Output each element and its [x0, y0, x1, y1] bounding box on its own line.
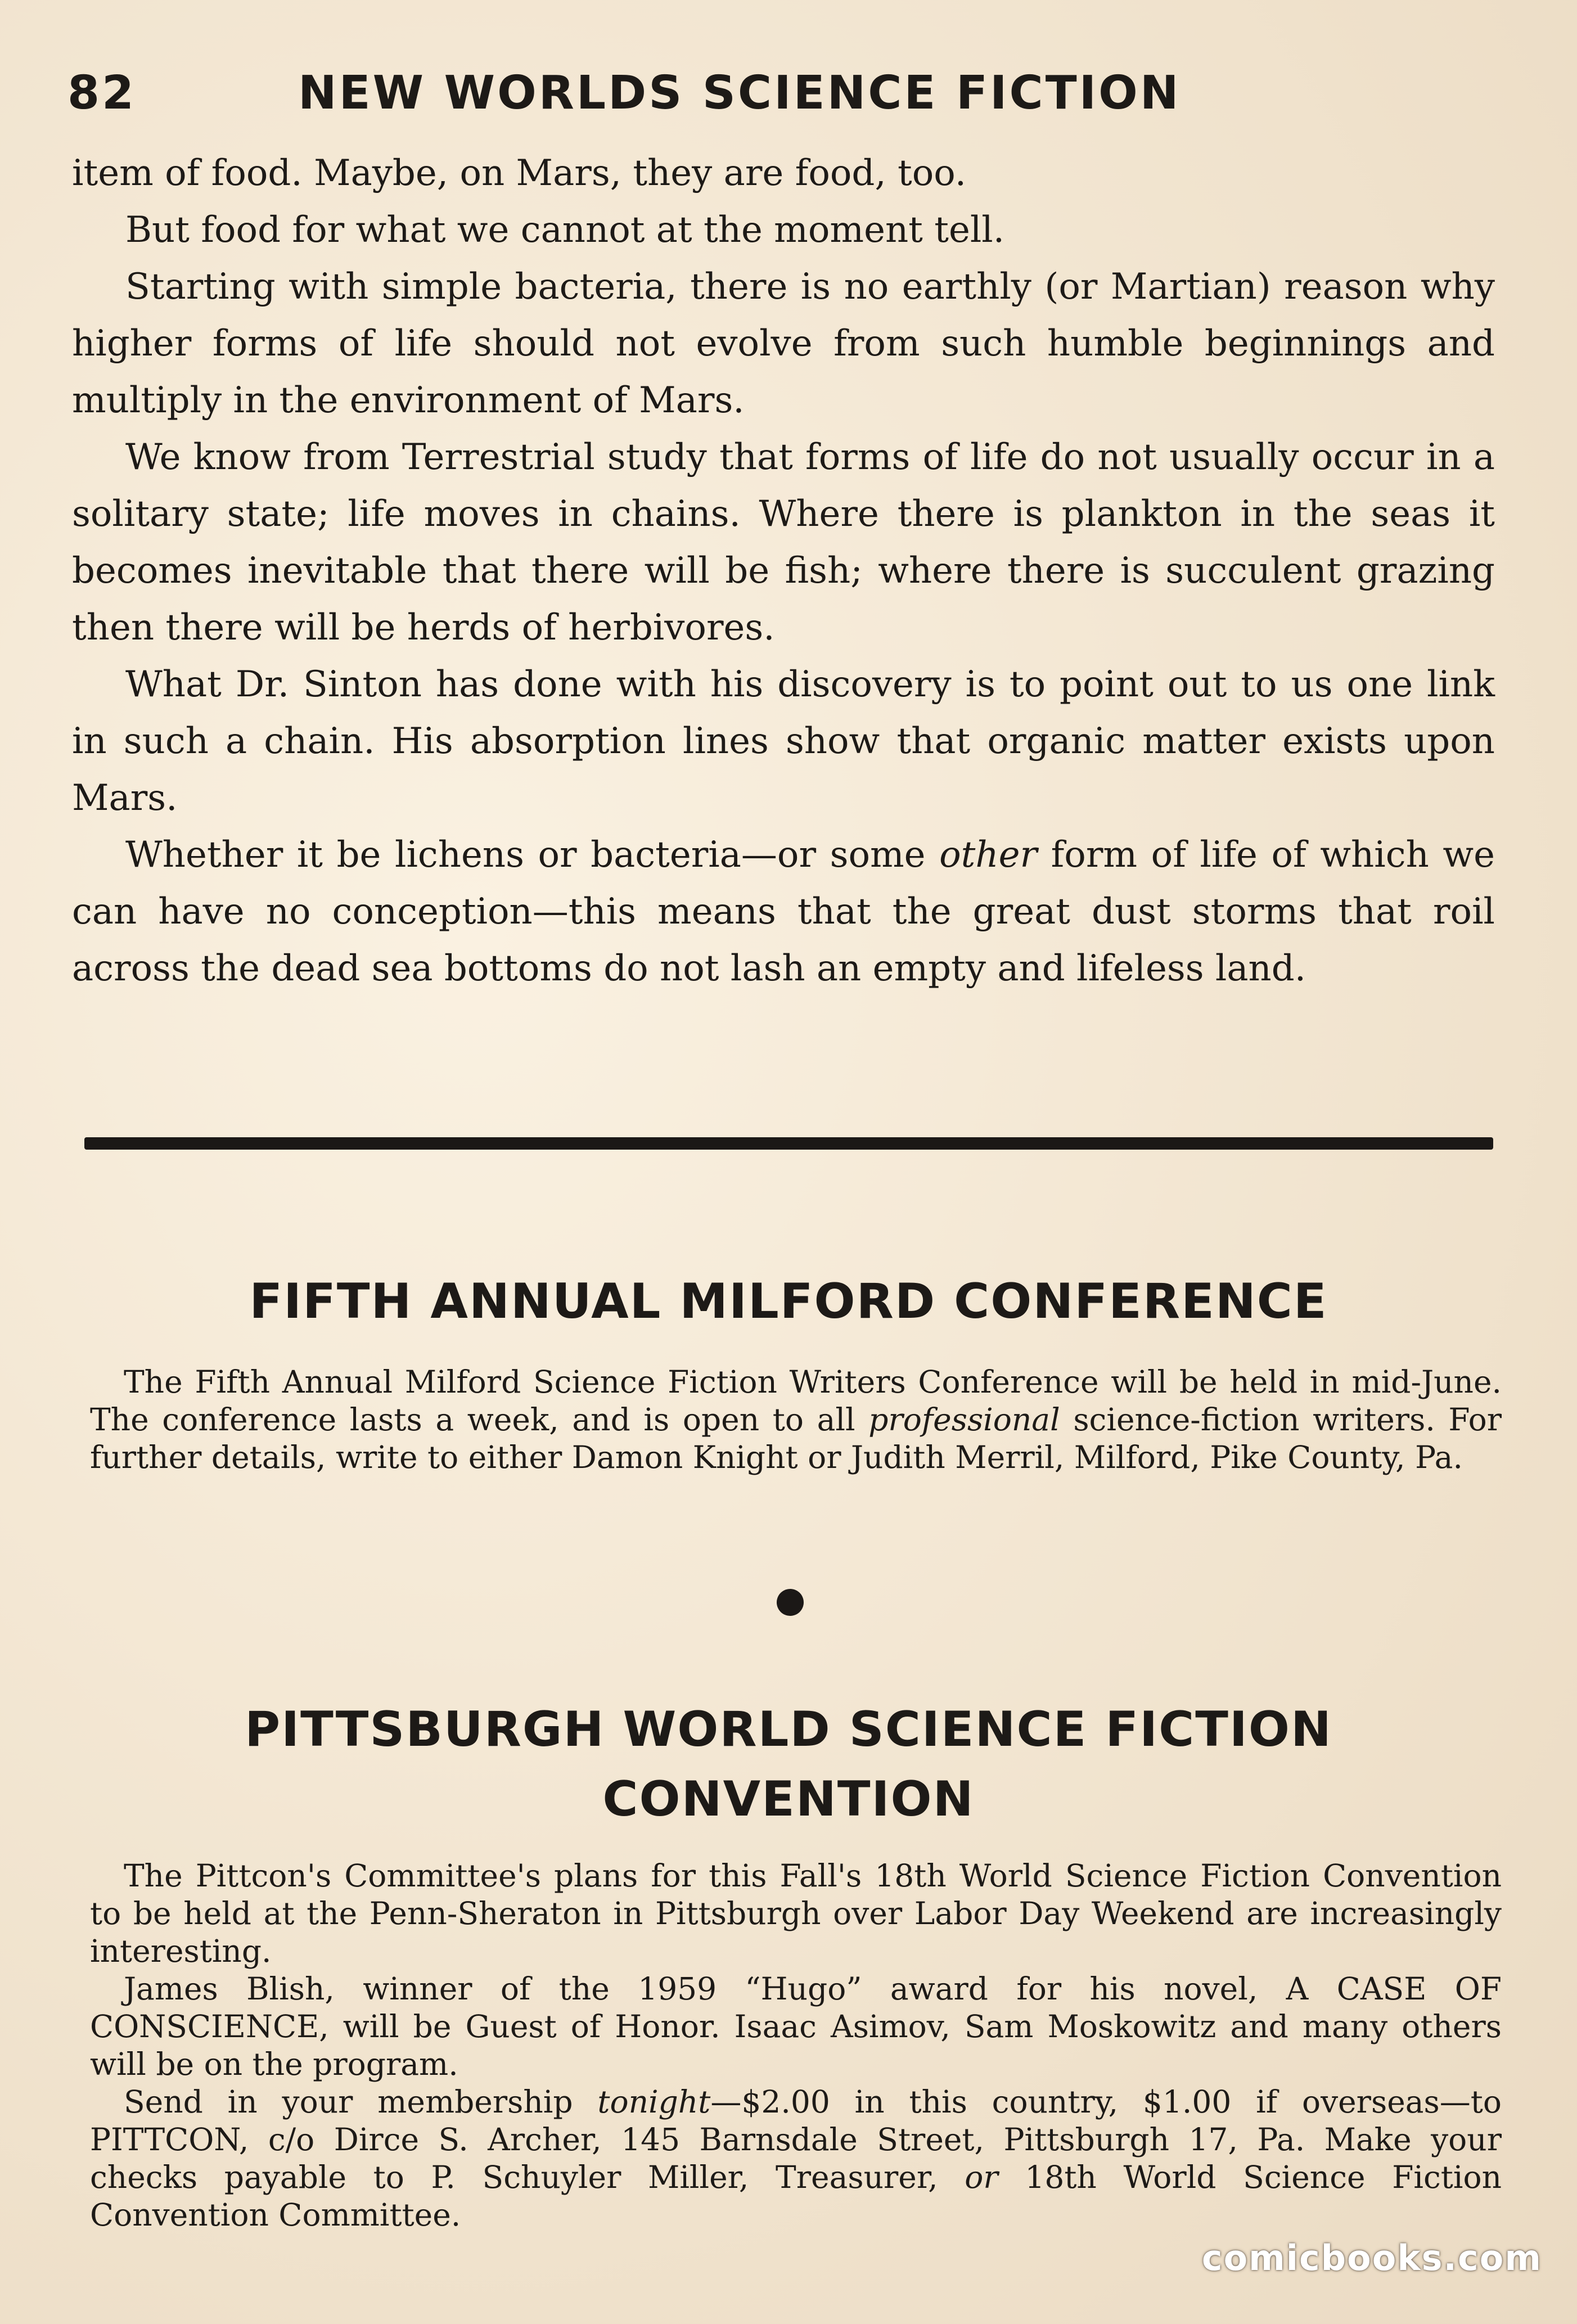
notice-paragraph: James Blish, winner of the 1959 “Hugo” award for his novel, A CASE OF CONSCIENCE, will be Guest of Honor. Isaac Asimov, Sam Moskowitz and many others will be on the program. — [90, 1971, 1502, 2082]
magazine-title: NEW WORLDS SCIENCE FICTION — [298, 66, 1181, 120]
page-number: 82 — [67, 66, 137, 120]
text-run: Send in your membership — [124, 2084, 598, 2120]
article-paragraph — [72, 827, 1495, 997]
site-watermark: comicbooks.com — [1201, 2237, 1542, 2278]
text-run: Whether it be lichens or bacteria—or some — [125, 834, 940, 876]
heading-line: PITTSBURGH WORLD SCIENCE FICTION — [245, 1701, 1332, 1758]
article-paragraph: item of food. Maybe, on Mars, they are food, too. — [72, 152, 967, 194]
text-run: —$2.00 in this country, $1.00 if overseas—to PITTCON, c/o Dirce S. Archer, 145 Barnsdale Street, Pittsburgh 17, Pa. Make your checks payable to P. Schuyler Miller, Treasurer, — [90, 2084, 1502, 2195]
milford-notice — [90, 1363, 1502, 1476]
running-head — [67, 66, 1265, 128]
emphasis: other — [939, 834, 1038, 876]
text-run: science-fiction writers. For further details, write to either Damon Knight or Judith Merril, Milford, Pike County, Pa. — [90, 1402, 1502, 1475]
emphasis: professional — [868, 1402, 1060, 1438]
article-paragraph: We know from Terrestrial study that forms of life do not usually occur in a solitary state; life moves in chains. Where there is plankton in the seas it becomes inevitable that there will be fish; where there is succulent grazing then there will be herds of herbivores. — [72, 436, 1495, 648]
heading-line: CONVENTION — [602, 1771, 975, 1827]
notice-paragraph — [90, 2083, 1502, 2234]
notice-paragraph — [90, 1363, 1502, 1476]
separator-bullet — [777, 1589, 804, 1616]
article-paragraph: Starting with simple bacteria, there is no earthly (or Martian) reason why higher forms of life should not evolve from such humble beginnings and multiply in the environment of Mars. — [72, 266, 1495, 421]
emphasis: tonight — [597, 2084, 711, 2120]
text-run: form of life of which we can have no conception—this means that the great dust storms that roil across the dead sea bottoms do not lash an empty and lifeless land. — [72, 834, 1495, 989]
text-run: The Fifth Annual Milford Science Fiction Writers Conference will be held in mid-June. The conference lasts a week, and is open to all — [90, 1364, 1502, 1438]
milford-heading: FIFTH ANNUAL MILFORD CONFERENCE — [249, 1273, 1328, 1330]
pittsburgh-notice — [90, 1857, 1502, 2234]
pittsburgh-heading — [169, 1695, 1408, 1834]
article-text — [72, 145, 1495, 997]
text-run: 18th World Science Fiction Convention Committee. — [90, 2159, 1502, 2233]
notice-paragraph: The Pittcon's Committee's plans for this Fall's 18th World Science Fiction Convention to be held at the Penn-Sheraton in Pittsburgh over Labor Day Weekend are increasingly interesting. — [90, 1858, 1502, 1969]
emphasis: or — [965, 2159, 998, 2195]
article-paragraph: What Dr. Sinton has done with his discovery is to point out to us one link in such a chain. His absorption lines show that organic matter exists upon Mars. — [72, 664, 1495, 819]
section-divider-rule — [84, 1137, 1493, 1150]
article-paragraph: But food for what we cannot at the moment tell. — [125, 209, 1005, 251]
